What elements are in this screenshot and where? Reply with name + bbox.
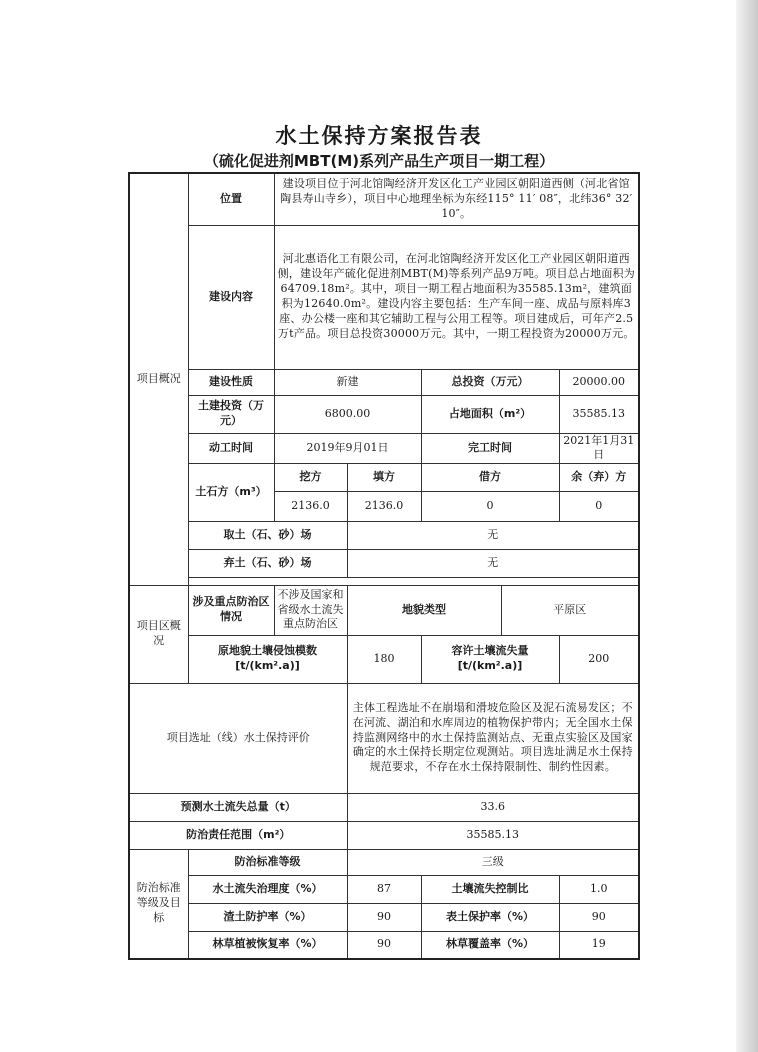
borrow-value: 无 bbox=[347, 522, 639, 550]
total-invest-value: 20000.00 bbox=[559, 369, 639, 395]
scope-label: 防治责任范围（m²） bbox=[129, 821, 347, 849]
row-spoil bbox=[129, 550, 639, 578]
row-civil-invest bbox=[129, 395, 639, 433]
key-area-value: 不涉及国家和省级水土流失重点防治区 bbox=[274, 585, 347, 635]
row-nature bbox=[129, 369, 639, 395]
target-value: 1.0 bbox=[559, 875, 639, 903]
target-value: 19 bbox=[559, 931, 639, 959]
content-label: 建设内容 bbox=[188, 225, 274, 369]
spoil-label: 弃土（石、砂）场 bbox=[188, 550, 347, 578]
row-scope bbox=[129, 821, 639, 849]
row-target-1 bbox=[129, 875, 639, 903]
earth-value-spoil: 0 bbox=[559, 492, 639, 522]
location-label: 位置 bbox=[188, 173, 274, 225]
borrow-label: 取土（石、砂）场 bbox=[188, 522, 347, 550]
section-project-overview: 项目概况 bbox=[129, 173, 188, 585]
grade-label: 防治标准等级 bbox=[188, 849, 347, 875]
section-region-overview: 项目区概况 bbox=[129, 585, 188, 683]
target-label: 土壤流失控制比 bbox=[421, 875, 559, 903]
erosion-label: 原地貌土壤侵蚀模数[t/(km².a)] bbox=[188, 635, 347, 683]
content-paragraph: 河北惠语化工有限公司，在河北馆陶经济开发区化工产业园区朝阳道西侧，建设年产硫化促进剂MBT(M)等系列产品9万吨。项目总占地面积为64709.18m²。其中，项目一期工程占地面积为35585.13m²，建筑面积为12640.0m²。建设内容主要包括：生产车间一座、成品与原料库3座、办公楼一座和其它辅助工程与公用工程等。项目建成后，可年产2.5万t产品。项目总投资30000万元。其中，一期工程投资为20000万元。 bbox=[277, 252, 635, 340]
erosion-value: 180 bbox=[347, 635, 421, 683]
row-site-eval bbox=[129, 683, 639, 793]
loss-value: 33.6 bbox=[347, 793, 639, 821]
target-value: 90 bbox=[559, 903, 639, 931]
section-standard: 防治标准等级及目标 bbox=[129, 849, 188, 959]
row-overview-spacer bbox=[129, 578, 639, 585]
earth-label: 土石方（m³） bbox=[188, 464, 274, 522]
earth-value-fill: 2136.0 bbox=[347, 492, 421, 522]
earth-value-cut: 2136.0 bbox=[274, 492, 347, 522]
row-location bbox=[129, 173, 639, 225]
target-label: 林草覆盖率（%） bbox=[421, 931, 559, 959]
row-target-2 bbox=[129, 903, 639, 931]
row-loss bbox=[129, 793, 639, 821]
civil-invest-label: 土建投资（万元） bbox=[188, 395, 274, 433]
start-value: 2019年9月01日 bbox=[274, 433, 421, 464]
target-label: 林草植被恢复率（%） bbox=[188, 931, 347, 959]
earth-header-borrow: 借方 bbox=[421, 464, 559, 492]
site-eval-label: 项目选址（线）水土保持评价 bbox=[129, 683, 347, 793]
report-title: 水土保持方案报告表 bbox=[275, 124, 483, 148]
grade-value: 三级 bbox=[347, 849, 639, 875]
earth-header-fill: 填方 bbox=[347, 464, 421, 492]
target-value: 90 bbox=[347, 931, 421, 959]
allow-value: 200 bbox=[559, 635, 639, 683]
report-subtitle: （硫化促进剂MBT(M)系列产品生产项目一期工程） bbox=[203, 152, 555, 170]
allow-label: 容许土壤流失量[t/(km².a)] bbox=[421, 635, 559, 683]
area-label: 占地面积（m²） bbox=[421, 395, 559, 433]
target-label: 表土保护率（%） bbox=[421, 903, 559, 931]
row-erosion bbox=[129, 635, 639, 683]
row-earth-headers bbox=[129, 464, 639, 492]
earth-header-spoil: 余（弃）方 bbox=[559, 464, 639, 492]
row-content bbox=[129, 225, 639, 369]
target-label: 渣土防护率（%） bbox=[188, 903, 347, 931]
key-area-label: 涉及重点防治区情况 bbox=[188, 585, 274, 635]
earth-header-cut: 挖方 bbox=[274, 464, 347, 492]
earth-value-borrow: 0 bbox=[421, 492, 559, 522]
target-label: 水土流失治理度（%） bbox=[188, 875, 347, 903]
row-grade bbox=[129, 849, 639, 875]
row-key-area bbox=[129, 585, 639, 635]
landform-label: 地貌类型 bbox=[347, 585, 501, 635]
site-eval-text: 主体工程选址不在崩塌和滑坡危险区及泥石流易发区；不在河流、湖泊和水库周边的植物保护带内；无全国水土保持监测网络中的水土保持监测站点、无重点实验区及国家确定的水土保持长期定位观测站。项目选址满足水土保持规范要求，不存在水土保持限制性、制约性因素。 bbox=[347, 683, 639, 793]
nature-value: 新建 bbox=[274, 369, 421, 395]
scope-value: 35585.13 bbox=[347, 821, 639, 849]
row-schedule bbox=[129, 433, 639, 464]
report-form-table bbox=[128, 172, 640, 960]
content-text bbox=[274, 225, 639, 369]
loss-label: 预测水土流失总量（t） bbox=[129, 793, 347, 821]
start-label: 动工时间 bbox=[188, 433, 274, 464]
total-invest-label: 总投资（万元） bbox=[421, 369, 559, 395]
area-value: 35585.13 bbox=[559, 395, 639, 433]
civil-invest-value: 6800.00 bbox=[274, 395, 421, 433]
nature-label: 建设性质 bbox=[188, 369, 274, 395]
end-value: 2021年1月31日 bbox=[559, 433, 639, 464]
row-borrow bbox=[129, 522, 639, 550]
target-value: 87 bbox=[347, 875, 421, 903]
row-target-3 bbox=[129, 931, 639, 959]
target-value: 90 bbox=[347, 903, 421, 931]
location-text: 建设项目位于河北馆陶经济开发区化工产业园区朝阳道西侧（河北省馆陶县寿山寺乡），项目中心地理坐标为东经115° 11′ 08″，北纬36° 32′ 10″。 bbox=[274, 173, 639, 225]
landform-value: 平原区 bbox=[501, 585, 639, 635]
spoil-value: 无 bbox=[347, 550, 639, 578]
end-label: 完工时间 bbox=[421, 433, 559, 464]
